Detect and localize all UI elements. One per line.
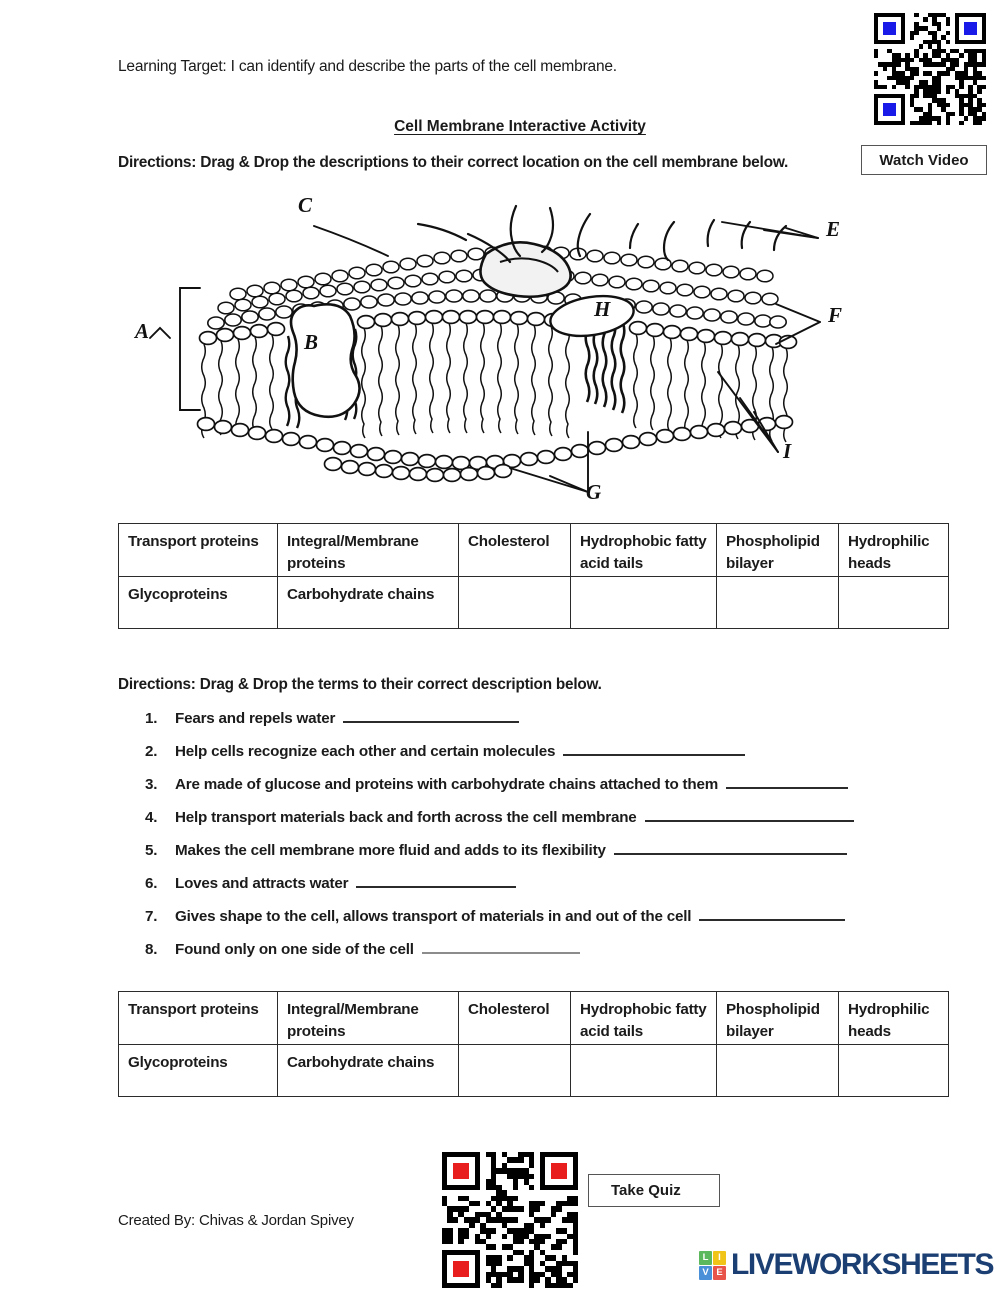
term-cell-empty[interactable] (571, 577, 717, 629)
term-cell[interactable]: Transport proteins (119, 524, 278, 577)
logo-tile-e: E (713, 1266, 726, 1280)
watch-video-qr-code[interactable] (874, 13, 986, 125)
question-item (145, 710, 945, 743)
term-cell[interactable]: Cholesterol (459, 524, 571, 577)
term-cell[interactable]: Transport proteins (119, 992, 278, 1045)
question-text: Help transport materials back and forth across the cell membrane (175, 809, 637, 826)
term-cell[interactable]: Hydrophobic fatty acid tails (571, 524, 717, 577)
diagram-label-e: E (826, 217, 841, 241)
term-cell-empty[interactable] (839, 1045, 949, 1097)
diagram-label-f: F (828, 303, 843, 327)
question-number: 4. (145, 809, 158, 826)
question-text: Found only on one side of the cell (175, 941, 414, 958)
diagram-label-a: A (135, 319, 150, 343)
answer-blank[interactable] (614, 842, 847, 855)
answer-blank[interactable] (645, 809, 854, 822)
table-row (119, 1045, 949, 1097)
take-quiz-qr-code[interactable] (442, 1152, 578, 1288)
term-bank-table-bottom[interactable] (118, 991, 949, 1097)
term-cell[interactable]: Hydrophobic fatty acid tails (571, 992, 717, 1045)
term-cell-empty[interactable] (717, 1045, 839, 1097)
table-row (119, 524, 949, 577)
term-cell-empty[interactable] (459, 1045, 571, 1097)
liveworksheets-wordmark: LIVEWORKSHEETS (731, 1248, 994, 1281)
question-number: 2. (145, 743, 158, 760)
take-quiz-button[interactable]: Take Quiz (588, 1174, 720, 1207)
question-item (145, 875, 945, 908)
question-item (145, 809, 945, 842)
diagram-label-g: G (586, 480, 602, 504)
term-cell-empty[interactable] (839, 577, 949, 629)
created-by-credit: Created By: Chivas & Jordan Spivey (118, 1212, 354, 1229)
liveworksheets-logo[interactable] (699, 1248, 993, 1282)
question-number: 5. (145, 842, 158, 859)
learning-target: Learning Target: I can identify and describe the parts of the cell membrane. (118, 58, 617, 75)
table-row (119, 992, 949, 1045)
page-title: Cell Membrane Interactive Activity (394, 118, 646, 135)
question-item (145, 743, 945, 776)
term-cell[interactable]: Phospholipid bilayer (717, 992, 839, 1045)
diagram-label-b: B (304, 330, 319, 354)
answer-blank[interactable] (422, 941, 580, 954)
integral-protein-shape (291, 304, 360, 416)
diagram-label-h: H (594, 297, 611, 321)
table-row (119, 577, 949, 629)
term-cell-empty[interactable] (571, 1045, 717, 1097)
question-text: Loves and attracts water (175, 875, 349, 892)
liveworksheets-mark-icon (699, 1251, 726, 1280)
question-number: 3. (145, 776, 158, 793)
logo-tile-i: I (713, 1251, 726, 1265)
question-item (145, 908, 945, 941)
question-text: Fears and repels water (175, 710, 336, 727)
question-item (145, 941, 945, 974)
answer-blank[interactable] (563, 743, 745, 756)
question-number: 6. (145, 875, 158, 892)
term-cell[interactable]: Integral/Membrane proteins (278, 524, 459, 577)
directions-diagram: Directions: Drag & Drop the descriptions to their correct location on the cell membrane below. (118, 154, 789, 171)
term-cell[interactable]: Phospholipid bilayer (717, 524, 839, 577)
question-text: Gives shape to the cell, allows transport of materials in and out of the cell (175, 908, 692, 925)
term-cell[interactable]: Integral/Membrane proteins (278, 992, 459, 1045)
diagram-label-i: I (783, 439, 792, 463)
term-cell-empty[interactable] (459, 577, 571, 629)
term-cell[interactable]: Hydrophilic heads (839, 524, 949, 577)
cell-membrane-diagram[interactable] (118, 186, 858, 511)
logo-tile-v: V (699, 1266, 712, 1280)
question-number: 7. (145, 908, 158, 925)
term-cell[interactable]: Hydrophilic heads (839, 992, 949, 1045)
question-list (145, 710, 945, 974)
question-item (145, 842, 945, 875)
term-cell[interactable]: Carbohydrate chains (278, 1045, 459, 1097)
term-cell[interactable]: Cholesterol (459, 992, 571, 1045)
term-bank-table-top[interactable] (118, 523, 949, 629)
watch-video-button[interactable]: Watch Video (861, 145, 987, 175)
directions-terms: Directions: Drag & Drop the terms to their correct description below. (118, 676, 602, 693)
logo-tile-l: L (699, 1251, 712, 1265)
question-item (145, 776, 945, 809)
question-number: 8. (145, 941, 158, 958)
answer-blank[interactable] (356, 875, 516, 888)
question-text: Makes the cell membrane more fluid and adds to its flexibility (175, 842, 606, 859)
question-text: Help cells recognize each other and certain molecules (175, 743, 556, 760)
answer-blank[interactable] (699, 908, 845, 921)
diagram-label-c: C (298, 193, 313, 217)
answer-blank[interactable] (343, 710, 519, 723)
term-cell[interactable]: Carbohydrate chains (278, 577, 459, 629)
question-number: 1. (145, 710, 158, 727)
term-cell-empty[interactable] (717, 577, 839, 629)
term-cell[interactable]: Glycoproteins (119, 577, 278, 629)
question-text: Are made of glucose and proteins with carbohydrate chains attached to them (175, 776, 719, 793)
answer-blank[interactable] (726, 776, 848, 789)
term-cell[interactable]: Glycoproteins (119, 1045, 278, 1097)
